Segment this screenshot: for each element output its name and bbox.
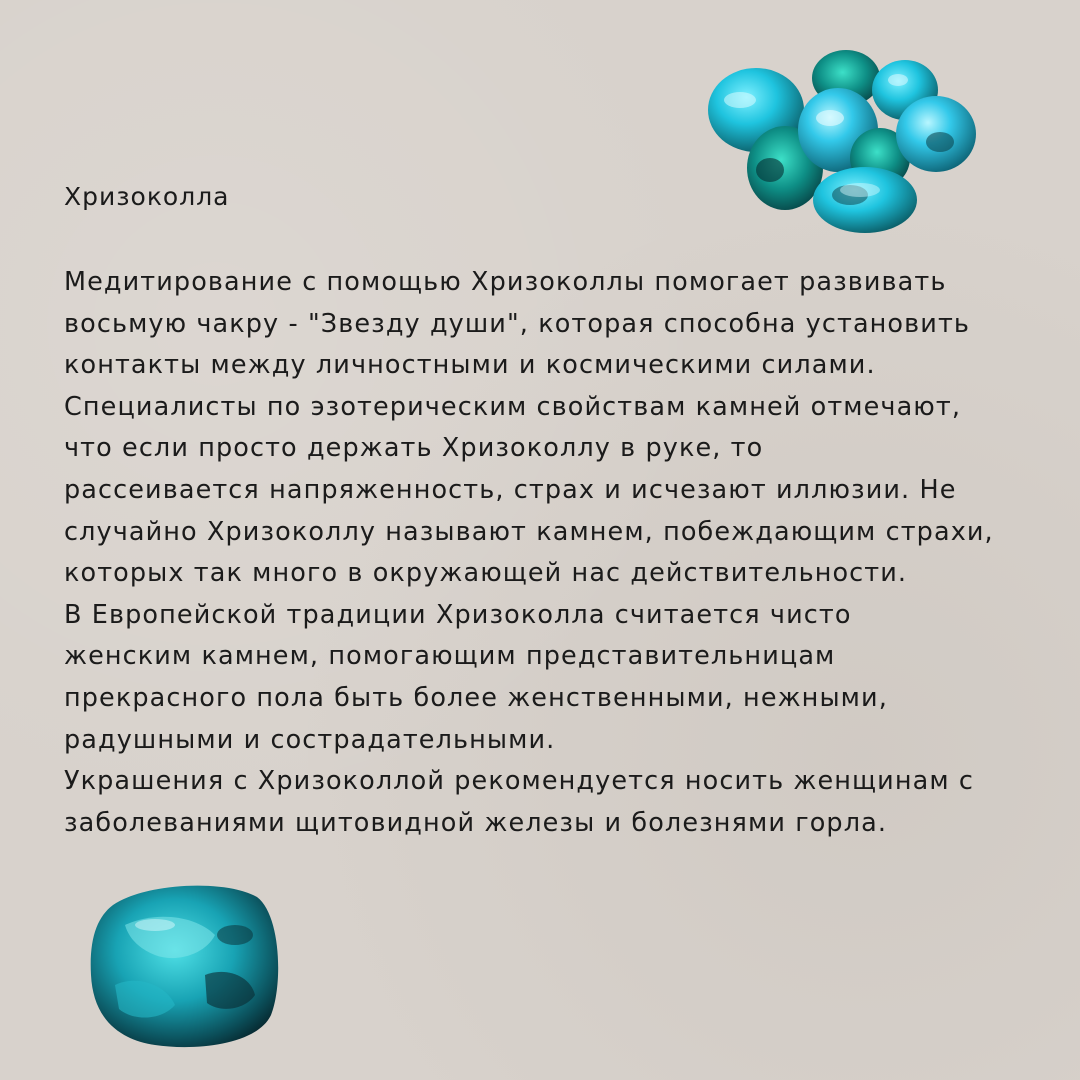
- body-line: что если просто держать Хризоколлу в руке, то: [64, 433, 764, 464]
- body-line: женским камнем, помогающим представительницам: [64, 641, 836, 672]
- stone-shape: [91, 886, 278, 1047]
- chrysocolla-tumbled-stone-image: [85, 875, 285, 1055]
- body-line: контакты между личностными и космическими силами.: [64, 350, 876, 381]
- body-line: Специалисты по эзотерическим свойствам камней отмечают,: [64, 391, 962, 422]
- body-line: случайно Хризоколлу называют камнем, побеждающим страхи,: [64, 516, 994, 547]
- body-line: прекрасного пола быть более женственными, нежными,: [64, 682, 888, 713]
- document-body: [64, 262, 1024, 844]
- body-line: радушными и сострадательными.: [64, 724, 556, 755]
- document-title: Хризоколла: [64, 182, 230, 211]
- chrysocolla-stones-cluster-image: [700, 30, 990, 240]
- body-line: Украшения с Хризоколлой рекомендуется носить женщинам с: [64, 766, 975, 797]
- body-line: В Европейской традиции Хризоколла считается чисто: [64, 599, 852, 630]
- body-line: восьмую чакру - "Звезду души", которая способна установить: [64, 308, 971, 339]
- body-line: заболеваниями щитовидной железы и болезнями горла.: [64, 807, 888, 838]
- body-line: рассеивается напряженность, страх и исчезают иллюзии. Не: [64, 474, 957, 505]
- body-line: которых так много в окружающей нас действительности.: [64, 558, 908, 589]
- body-line: Медитирование с помощью Хризоколлы помогает развивать: [64, 267, 947, 297]
